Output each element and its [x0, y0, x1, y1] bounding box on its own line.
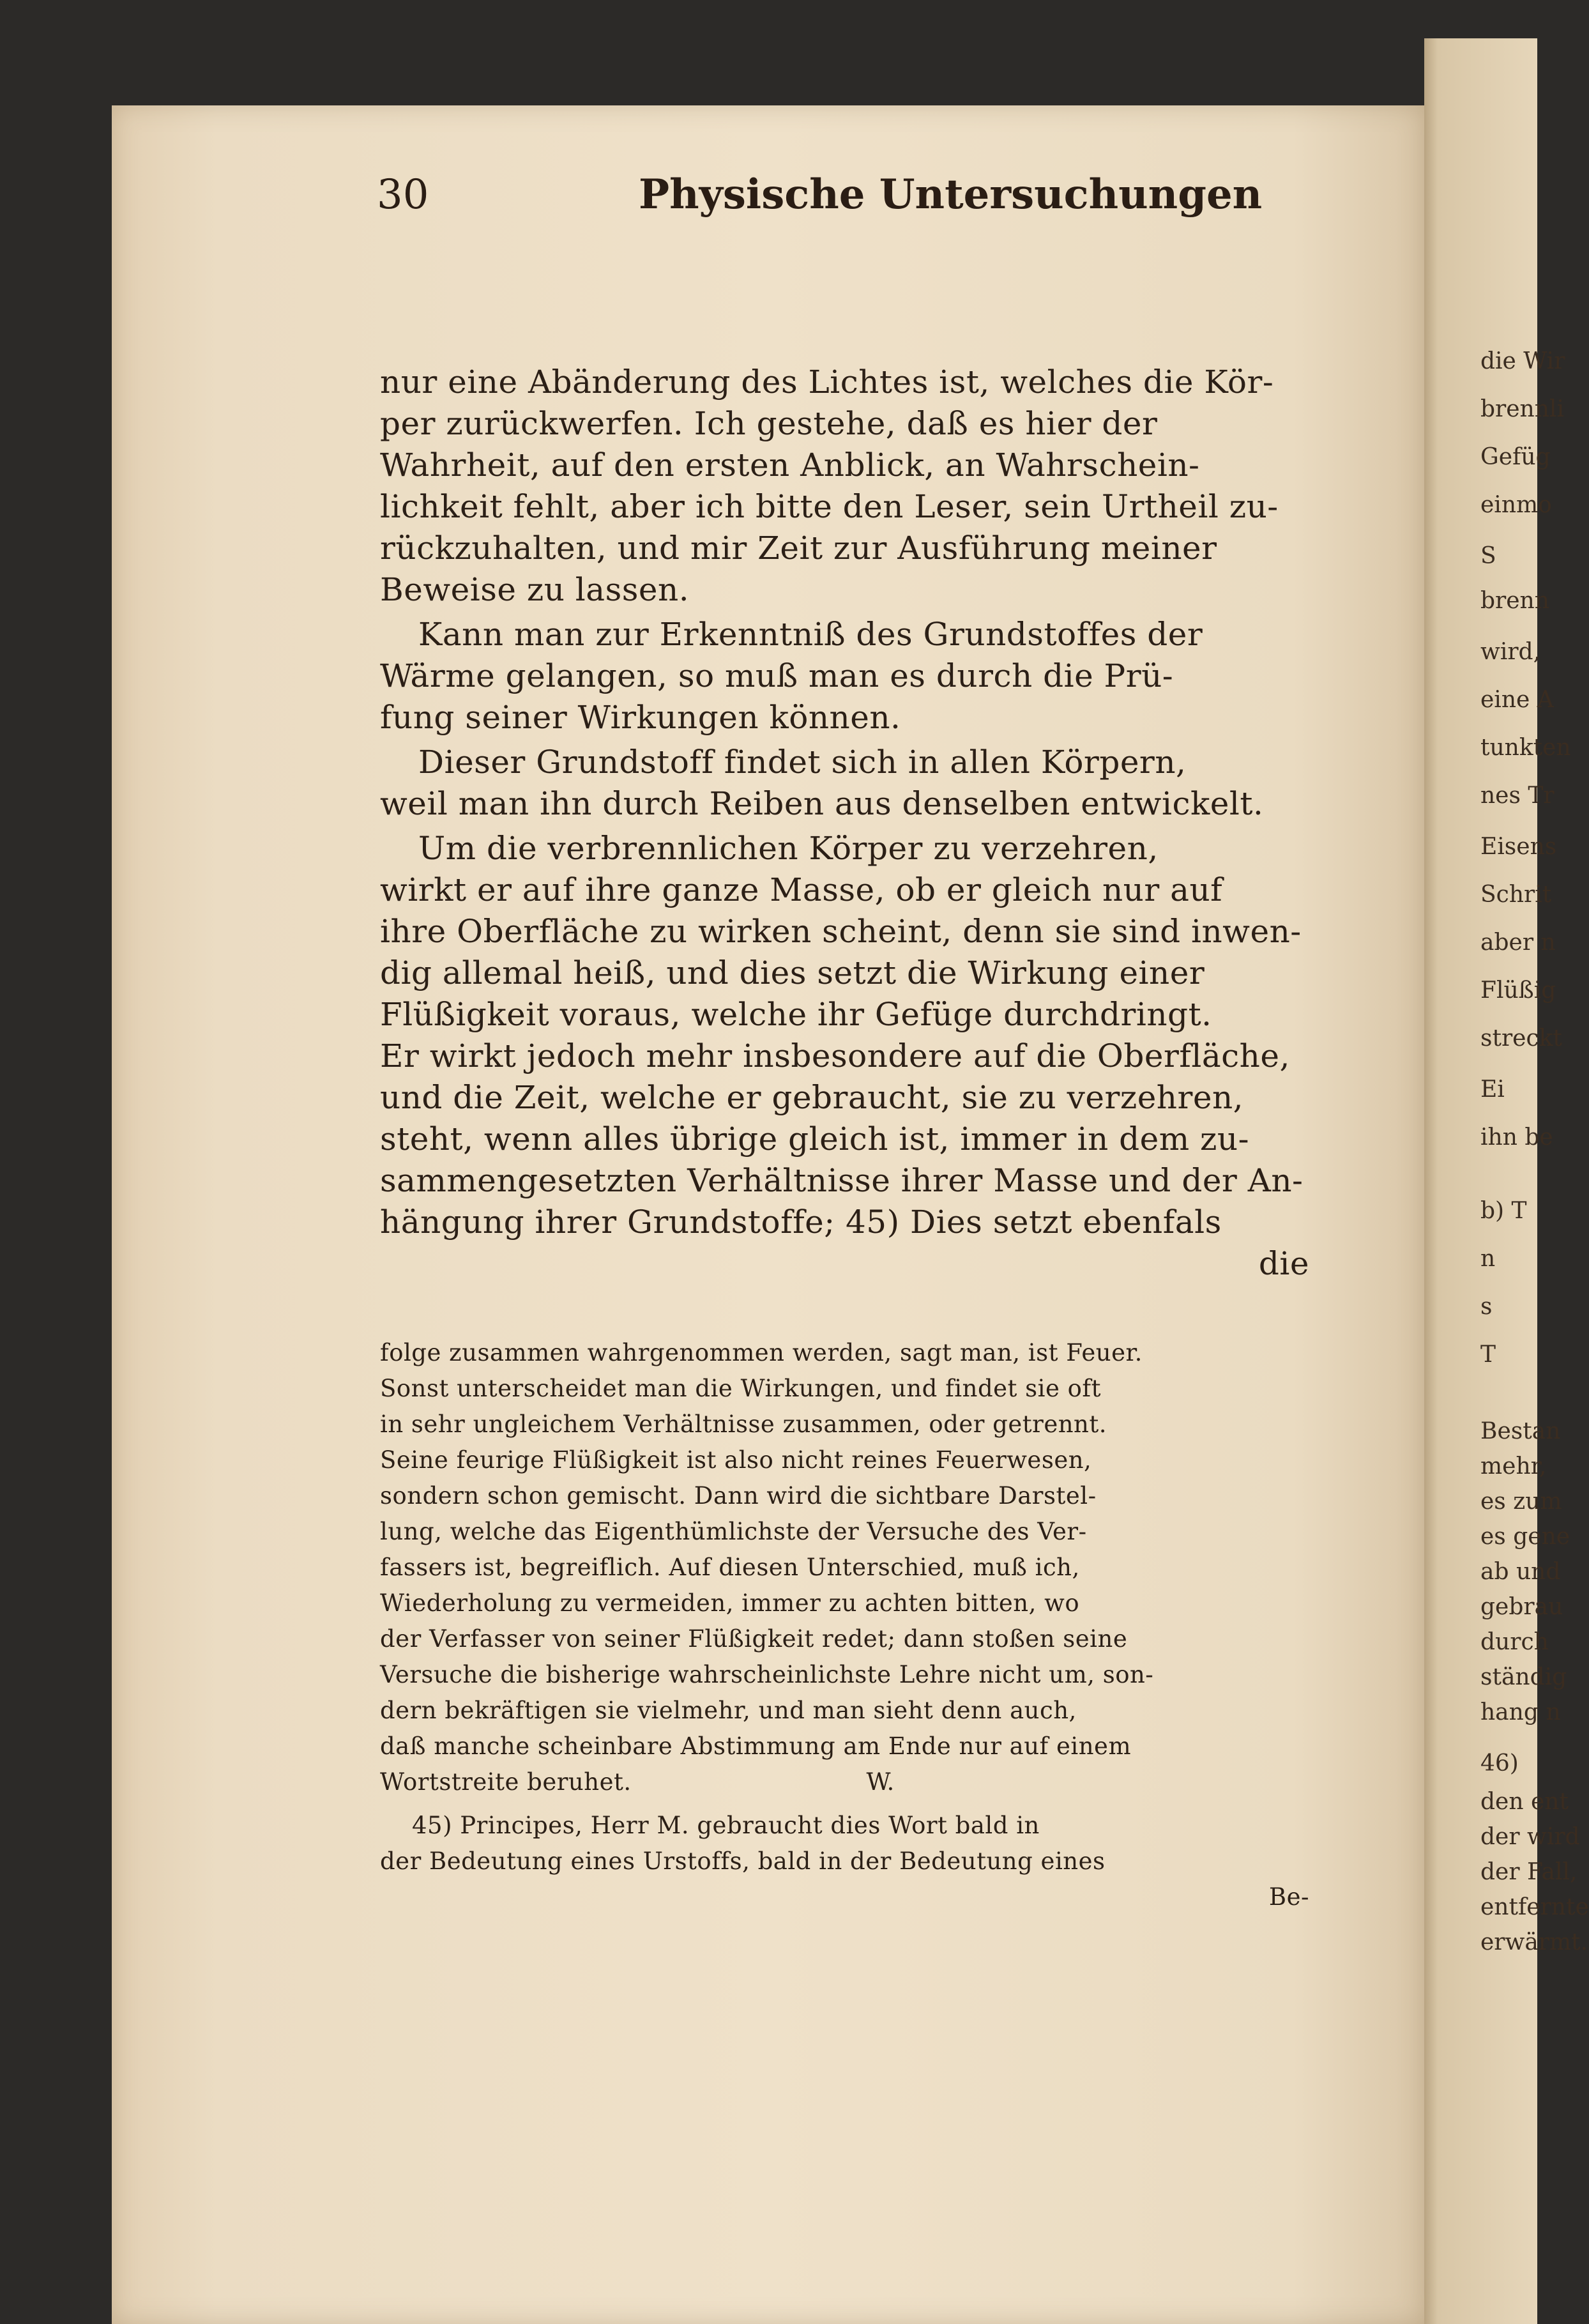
- facing-fragment: ihn be: [1480, 1124, 1553, 1151]
- facing-fragment: es gene: [1480, 1524, 1570, 1550]
- body-line: per zurückwerfen. Ich gestehe, daß es hier der: [380, 405, 1158, 442]
- facing-fragment: ständig: [1480, 1664, 1567, 1690]
- footnote-line: Wortstreite beruhet. W.: [380, 1768, 895, 1796]
- footnote-line: fassers ist, begreiflich. Auf diesen Unterschied, muß ich,: [380, 1554, 1080, 1581]
- body-line: Flüßigkeit voraus, welche ihr Gefüge durchdringt.: [380, 996, 1212, 1033]
- facing-fragment: ab und: [1480, 1559, 1561, 1585]
- facing-fragment: s: [1480, 1294, 1493, 1320]
- body-line: sammengesetzten Verhältnisse ihrer Masse und der An-: [380, 1162, 1304, 1199]
- catchword: die: [1258, 1245, 1309, 1282]
- footnote-line: der Verfasser von seiner Flüßigkeit redet; dann stoßen seine: [380, 1625, 1128, 1653]
- page-number: 30: [377, 171, 429, 218]
- body-line: steht, wenn alles übrige gleich ist, immer in dem zu-: [380, 1120, 1249, 1158]
- body-line: Beweise zu lassen.: [380, 571, 690, 608]
- facing-fragment: brenn: [1480, 588, 1549, 614]
- body-line: nur eine Abänderung des Lichtes ist, welches die Kör-: [380, 363, 1274, 401]
- facing-fragment: eine A: [1480, 687, 1554, 713]
- footnote-line: 45) Principes, Herr M. gebraucht dies Wort bald in: [412, 1812, 1040, 1839]
- facing-fragment: Ei: [1480, 1076, 1505, 1103]
- running-title: Physische Untersuchungen: [639, 171, 1263, 218]
- footnote-catchword: Be-: [1268, 1883, 1309, 1911]
- facing-fragment: hang n: [1480, 1699, 1561, 1725]
- facing-fragment: es zum: [1480, 1488, 1562, 1515]
- body-line: wirkt er auf ihre ganze Masse, ob er gleich nur auf: [380, 871, 1223, 908]
- footnote-line: Versuche die bisherige wahrscheinlichste Lehre nicht um, son-: [380, 1661, 1154, 1688]
- facing-fragment: brennli: [1480, 396, 1564, 422]
- facing-fragment: Gefüg: [1480, 444, 1551, 470]
- facing-fragment: entfernte: [1480, 1894, 1589, 1920]
- body-line: Dieser Grundstoff findet sich in allen Körpern,: [418, 744, 1187, 781]
- footnote-line: Sonst unterscheidet man die Wirkungen, und findet sie oft: [380, 1375, 1101, 1402]
- body-line: Wärme gelangen, so muß man es durch die Prü-: [380, 657, 1174, 694]
- body-line: Kann man zur Erkenntniß des Grundstoffes der: [418, 616, 1203, 653]
- facing-fragment: nes Tr: [1480, 783, 1555, 809]
- facing-fragment: der Fall,: [1480, 1859, 1578, 1885]
- facing-fragment: der wird: [1480, 1824, 1580, 1850]
- facing-fragment: tunkten: [1480, 735, 1571, 761]
- body-line: ihre Oberfläche zu wirken scheint, denn sie sind inwen-: [380, 913, 1302, 950]
- body-line: Um die verbrennlichen Körper zu verzehren,: [418, 830, 1159, 867]
- facing-fragment: durch: [1480, 1629, 1549, 1655]
- facing-fragment: b) T: [1480, 1198, 1527, 1224]
- body-line: fung seiner Wirkungen können.: [380, 699, 901, 736]
- footnote-line: lung, welche das Eigenthümlichste der Versuche des Ver-: [380, 1518, 1087, 1545]
- facing-fragment: aber n: [1480, 929, 1556, 956]
- body-line: lichkeit fehlt, aber ich bitte den Leser, sein Urtheil zu-: [380, 488, 1279, 525]
- body-line: dig allemal heiß, und dies setzt die Wirkung einer: [380, 954, 1205, 991]
- facing-fragment: wird,: [1480, 639, 1541, 665]
- body-line: weil man ihn durch Reiben aus denselben entwickelt.: [380, 785, 1264, 822]
- facing-fragment: erwärmt.: [1480, 1929, 1588, 1955]
- body-line: Wahrheit, auf den ersten Anblick, an Wahrschein-: [380, 447, 1200, 484]
- facing-fragment: gebrau: [1480, 1594, 1563, 1620]
- facing-fragment: S: [1480, 543, 1496, 569]
- facing-fragment: mehr,: [1480, 1453, 1547, 1479]
- facing-fragment: Flüßig: [1480, 977, 1556, 1004]
- footnote-line: der Bedeutung eines Urstoffs, bald in der Bedeutung eines: [380, 1847, 1106, 1875]
- facing-fragment: Schrit: [1480, 882, 1552, 908]
- body-line: hängung ihrer Grundstoffe; 45) Dies setzt ebenfals: [380, 1204, 1222, 1241]
- facing-fragment: 46): [1480, 1750, 1519, 1777]
- footnote-line: Seine feurige Flüßigkeit ist also nicht reines Feuerwesen,: [380, 1446, 1092, 1474]
- footnote-line: sondern schon gemischt. Dann wird die sichtbare Darstel-: [380, 1482, 1097, 1510]
- facing-fragment: streckt: [1480, 1025, 1562, 1051]
- footnote-line: folge zusammen wahrgenommen werden, sagt man, ist Feuer.: [380, 1339, 1143, 1366]
- facing-fragment: T: [1480, 1342, 1496, 1368]
- body-line: rückzuhalten, und mir Zeit zur Ausführung meiner: [380, 530, 1217, 567]
- footnote-line: daß manche scheinbare Abstimmung am Ende nur auf einem: [380, 1732, 1132, 1760]
- body-line: und die Zeit, welche er gebraucht, sie zu verzehren,: [380, 1079, 1244, 1116]
- footnote-line: in sehr ungleichem Verhältnisse zusammen, oder getrennt.: [380, 1410, 1107, 1438]
- facing-fragment: einmo: [1480, 492, 1552, 518]
- facing-fragment: Bestan: [1480, 1418, 1561, 1444]
- facing-fragment: Eisens: [1480, 834, 1557, 860]
- footnote-line: dern bekräftigen sie vielmehr, und man sieht denn auch,: [380, 1697, 1077, 1724]
- facing-fragment: die Wir: [1480, 348, 1565, 374]
- facing-fragment: n: [1480, 1246, 1496, 1272]
- footnote-line: Wiederholung zu vermeiden, immer zu achten bitten, wo: [380, 1589, 1080, 1617]
- facing-fragment: den ent: [1480, 1789, 1569, 1815]
- facing-page: [1424, 38, 1589, 2324]
- body-line: Er wirkt jedoch mehr insbesondere auf die Oberfläche,: [380, 1037, 1290, 1074]
